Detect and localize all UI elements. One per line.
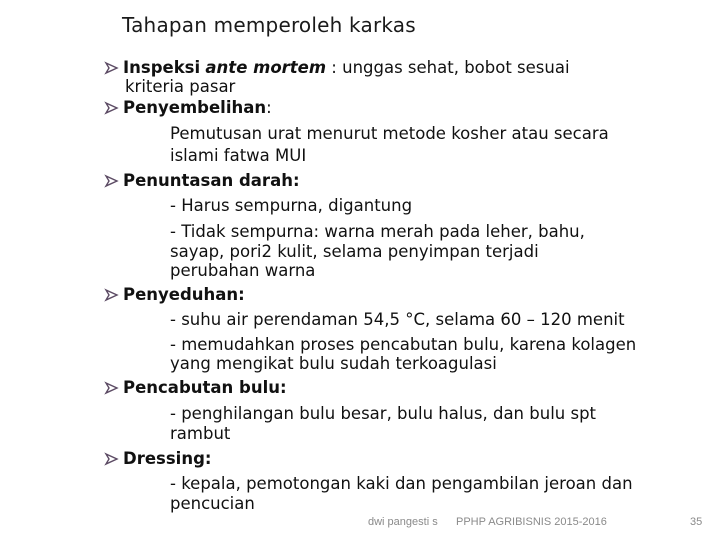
arrow-bullet-icon bbox=[103, 286, 123, 304]
item-text-line: kriteria pasar bbox=[125, 77, 236, 96]
item-text-line: yang mengikat bulu sudah terkoagulasi bbox=[170, 354, 497, 373]
item-heading: Penuntasan darah: bbox=[123, 171, 300, 190]
bullet-item-dressing bbox=[103, 449, 211, 468]
item-text-line: perubahan warna bbox=[170, 261, 316, 280]
item-text-line: sayap, pori2 kulit, selama penyimpan terjadi bbox=[170, 242, 539, 261]
arrow-bullet-icon bbox=[103, 99, 123, 117]
item-text-line: - suhu air perendaman 54,5 °C, selama 60 – 120 menit bbox=[170, 310, 625, 329]
bullet-item-inspeksi bbox=[103, 58, 570, 77]
arrow-bullet-icon bbox=[103, 450, 123, 468]
item-heading: Penyembelihan bbox=[123, 98, 267, 117]
bullet-item-penyeduhan bbox=[103, 285, 245, 304]
arrow-bullet-icon bbox=[103, 379, 123, 397]
item-text-line: islami fatwa MUI bbox=[170, 146, 307, 165]
item-text-line: pencucian bbox=[170, 494, 255, 513]
item-text-line: - Harus sempurna, digantung bbox=[170, 196, 413, 215]
arrow-bullet-icon bbox=[103, 59, 123, 77]
item-text-line: Pemutusan urat menurut metode kosher atau secara bbox=[170, 124, 609, 143]
item-text-line: - memudahkan proses pencabutan bulu, karena kolagen bbox=[170, 335, 637, 354]
item-heading: Inspeksi bbox=[123, 58, 201, 77]
item-heading: Pencabutan bulu: bbox=[123, 378, 287, 397]
arrow-bullet-icon bbox=[103, 172, 123, 190]
item-text: : unggas sehat, bobot sesuai bbox=[326, 58, 570, 77]
item-heading-suffix: : bbox=[266, 98, 272, 117]
bullet-item-penuntasan-darah bbox=[103, 171, 300, 190]
slide-title: Tahapan memperoleh karkas bbox=[122, 13, 416, 37]
item-text-line: - kepala, pemotongan kaki dan pengambilan jeroan dan bbox=[170, 474, 633, 493]
item-text-line: rambut bbox=[170, 424, 231, 443]
footer-author: dwi pangesti s bbox=[368, 516, 438, 528]
item-heading: Penyeduhan: bbox=[123, 285, 245, 304]
item-heading: Dressing: bbox=[123, 449, 212, 468]
bullet-item-penyembelihan bbox=[103, 98, 272, 117]
item-text-line: - penghilangan bulu besar, bulu halus, dan bulu spt bbox=[170, 404, 597, 423]
footer-page-number: 35 bbox=[690, 516, 703, 528]
bullet-item-pencabutan-bulu bbox=[103, 378, 287, 397]
footer-course: PPHP AGRIBISNIS 2015-2016 bbox=[456, 516, 607, 528]
item-heading-italic: ante mortem bbox=[205, 58, 327, 77]
item-text-line: - Tidak sempurna: warna merah pada leher, bahu, bbox=[170, 222, 585, 241]
